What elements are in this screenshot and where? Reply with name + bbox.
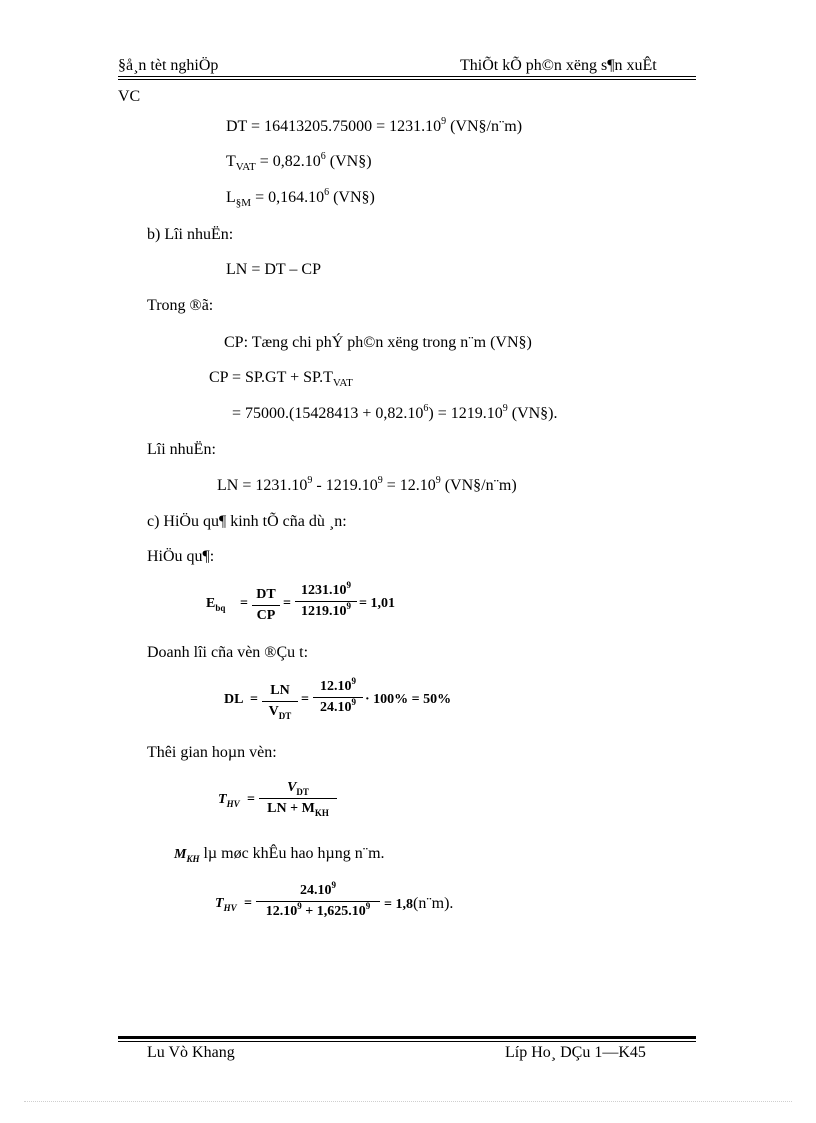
ebq-eq-2: = (283, 596, 291, 611)
ebq-den-1: CP (256, 608, 276, 623)
cp-formula (209, 369, 353, 389)
dl-num-2-base: 12.10 (320, 679, 352, 694)
footer-rule-thin (118, 1041, 696, 1042)
vc-label: VC (118, 88, 141, 105)
dl-den-1 (262, 702, 298, 719)
thv2-result-value: = 1,8 (384, 897, 413, 912)
dl-den-2-exp: 9 (351, 697, 356, 707)
ebq-den-2-base: 1219.10 (301, 604, 347, 619)
ebq-subscript: bq (215, 603, 226, 613)
thv-lhs (218, 793, 240, 807)
footer-left: Lu Vò Khang (147, 1044, 235, 1061)
dl-den-1-symbol: V (268, 704, 279, 719)
header-left: §å¸n tèt nghiÖp (118, 57, 219, 74)
tvat-exponent: 6 (320, 151, 326, 162)
cp-calc-part-b: ) = 1219.10 (428, 405, 503, 422)
cp-formula-subscript: VAT (332, 377, 353, 389)
dl-fraction-2 (313, 676, 363, 715)
ln-calc-exp-3: 9 (435, 475, 441, 486)
dl-result: · 100% = 50% (365, 692, 452, 707)
ebq-den-2-exp: 9 (346, 601, 351, 611)
ebq-num-2 (295, 580, 357, 602)
thv-den-text: LN + M (267, 801, 315, 816)
ln-calc-a: LN = 1231.10 (217, 477, 308, 494)
cp-calc-part-a: = 75000.(15428413 + 0,82.10 (232, 405, 424, 422)
thv-num-symbol: V (287, 780, 297, 795)
ln-calc-exp-2: 9 (377, 475, 383, 486)
dl-num-2 (313, 676, 363, 698)
thv2-num-exp: 9 (331, 880, 336, 890)
dl-lhs: DL (224, 692, 244, 707)
tvat-line (226, 151, 372, 173)
cp-calc-exponent-2: 9 (502, 403, 508, 414)
ebq-eq-1: = (240, 596, 248, 611)
ebq-symbol: E (206, 596, 216, 611)
thv2-den-exp-1: 9 (297, 901, 302, 911)
ebq-num-2-exp: 9 (346, 580, 351, 590)
thv-num (259, 781, 337, 799)
ln-heading: Lîi nhuËn: (147, 441, 216, 458)
ldm-symbol: L (226, 189, 236, 206)
thv2-den-b: + 1,625.10 (301, 904, 366, 919)
ldm-unit: (VN§) (329, 189, 375, 206)
thv2-lhs (215, 897, 237, 911)
ebq-fraction-2 (295, 580, 357, 619)
ln-calc-c: = 12.10 (382, 477, 436, 494)
tvat-value: = 0,82.10 (255, 153, 321, 170)
doanh-loi-label: Doanh lîi cña vèn ®Çu t: (147, 644, 309, 661)
thv2-num (256, 880, 380, 902)
mkh-subscript: KH (186, 854, 200, 864)
ln-formula: LN = DT – CP (226, 261, 321, 278)
thv-den-subscript: KH (314, 808, 329, 818)
dl-fraction-1 (262, 684, 298, 719)
mkh-symbol: M (174, 847, 187, 862)
ln-calc-exp-1: 9 (307, 475, 313, 486)
thv-symbol: T (218, 792, 227, 807)
ldm-line (226, 187, 375, 209)
dl-eq-1: = (250, 692, 258, 707)
dl-den-2-base: 24.10 (320, 700, 352, 715)
dt-line (226, 116, 523, 135)
cp-calc-exponent-1: 6 (423, 403, 429, 414)
thv2-num-base: 24.10 (300, 883, 332, 898)
ln-calculation (217, 475, 517, 494)
tvat-symbol: T (226, 153, 236, 170)
thv-num-subscript: DT (296, 787, 309, 797)
ldm-exponent: 6 (324, 187, 330, 198)
ln-calc-b: - 1219.10 (312, 477, 378, 494)
thv-eq: = (247, 792, 255, 807)
ebq-fraction-1 (252, 588, 280, 623)
tvat-subscript: VAT (235, 161, 256, 173)
footer-rule-thick (118, 1036, 696, 1039)
header-right: ThiÕt kÕ ph©n xëng s¶n xuÊt (460, 57, 657, 74)
thv2-result-unit: (n¨m). (412, 895, 454, 912)
mkh-line (174, 846, 385, 862)
cp-formula-text: CP = SP.GT + SP.T (209, 369, 333, 386)
mkh-text: lµ møc khÊu hao hµng n¨m. (199, 845, 385, 862)
ldm-value: = 0,164.10 (251, 189, 325, 206)
thv2-result (384, 896, 453, 912)
hieu-qua-label: HiÖu qu¶: (147, 548, 215, 565)
cp-definition: CP: Tæng chi phÝ ph©n xëng trong n¨m (VN§) (224, 334, 532, 351)
page-bottom-dotted-line (24, 1101, 792, 1102)
ebq-num-2-base: 1231.10 (301, 583, 347, 598)
cp-calc-part-c: (VN§). (507, 405, 558, 422)
dl-num-1: LN (262, 684, 298, 702)
dl-eq-2: = (301, 692, 309, 707)
dt-formula: DT = 16413205.75000 = 1231.10 (226, 118, 442, 135)
cp-calculation (232, 403, 558, 422)
thv2-fraction (256, 880, 380, 919)
footer-right: Líp Ho¸ DÇu 1—K45 (505, 1044, 646, 1061)
trong-do-label: Trong ®ã: (147, 297, 214, 314)
thoi-gian-label: Thêi gian hoµn vèn: (147, 744, 277, 761)
dl-den-2 (313, 698, 363, 715)
ebq-den-2 (295, 602, 357, 619)
tvat-unit: (VN§) (325, 153, 372, 170)
section-b-heading: b) Lîi nhuËn: (147, 226, 234, 243)
thv-subscript: HV (226, 799, 240, 809)
thv2-eq: = (244, 896, 252, 911)
thv2-den (256, 902, 380, 919)
thv2-symbol: T (215, 896, 224, 911)
thv2-den-exp-2: 9 (365, 901, 371, 911)
ebq-lhs (206, 597, 225, 611)
ebq-num-1: DT (252, 588, 280, 606)
dt-unit: (VN§/n¨m) (446, 118, 523, 135)
dl-den-1-subscript: DT (278, 711, 292, 721)
dt-exponent: 9 (441, 116, 447, 127)
dl-num-2-exp: 9 (351, 676, 356, 686)
thv-den (259, 799, 337, 816)
thv2-den-a: 12.10 (265, 904, 298, 919)
header-rule-2 (118, 79, 696, 80)
header-rule (118, 76, 696, 77)
ebq-result: = 1,01 (359, 596, 395, 611)
ldm-subscript: §M (235, 197, 252, 209)
thv2-subscript: HV (223, 903, 237, 913)
thv-fraction (259, 781, 337, 816)
section-c-heading: c) HiÖu qu¶ kinh tÕ cña dù ¸n: (147, 513, 347, 530)
ln-calc-d: (VN§/n¨m) (440, 477, 517, 494)
